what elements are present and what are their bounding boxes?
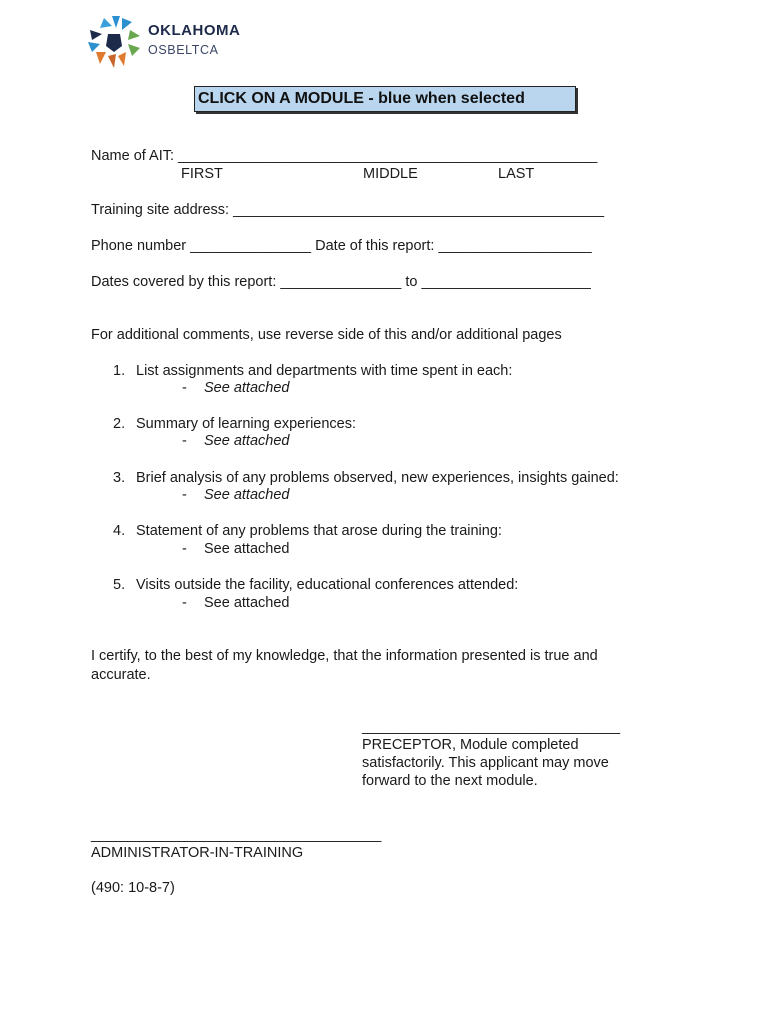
- preceptor-note-2: forward to the next module.: [362, 773, 538, 789]
- form-code: (490: 10-8-7): [91, 880, 175, 896]
- list-item-text: Visits outside the facility, educational conferences attended:: [136, 577, 519, 593]
- click-on-module-button[interactable]: CLICK ON A MODULE - blue when selected: [194, 86, 576, 112]
- first-name-label: FIRST: [181, 166, 223, 182]
- list-item-sub: See attached: [204, 541, 290, 557]
- list-item-dash: -: [182, 380, 187, 396]
- certify-statement-cont: accurate.: [91, 667, 151, 683]
- list-item-number: 4.: [113, 523, 126, 539]
- ait-signature-line[interactable]: ____________________________________: [91, 827, 382, 843]
- list-item-sub: See attached: [204, 487, 290, 503]
- list-item-number: 5.: [113, 577, 126, 593]
- preceptor-signature-line[interactable]: ________________________________: [362, 719, 621, 735]
- logo-name: OKLAHOMA: [148, 22, 241, 39]
- dates-covered-field[interactable]: Dates covered by this report: _______________ to _____________________: [91, 274, 591, 290]
- list-item-text: Summary of learning experiences:: [136, 416, 357, 432]
- list-item-dash: -: [182, 487, 187, 503]
- list-item-number: 2.: [113, 416, 126, 432]
- last-name-label: LAST: [498, 166, 535, 182]
- additional-comments-note: For additional comments, use reverse side of this and/or additional pages: [91, 327, 562, 343]
- phone-and-report-date-field[interactable]: Phone number _______________ Date of this report: ___________________: [91, 238, 592, 254]
- list-item-number: 1.: [113, 363, 126, 379]
- list-item-text: Statement of any problems that arose during the training:: [136, 523, 502, 539]
- list-item-number: 3.: [113, 470, 126, 486]
- preceptor-note-1: satisfactorily. This applicant may move: [362, 755, 609, 771]
- logo-subtitle: OSBELTCA: [148, 43, 219, 57]
- list-item-dash: -: [182, 433, 187, 449]
- list-item-sub: See attached: [204, 433, 290, 449]
- list-item-sub: See attached: [204, 380, 290, 396]
- list-item-text: List assignments and departments with time spent in each:: [136, 363, 513, 379]
- preceptor-label: PRECEPTOR, Module completed: [362, 737, 579, 753]
- list-item-sub: See attached: [204, 595, 290, 611]
- training-site-address-field[interactable]: Training site address: ______________________________________________: [91, 202, 605, 218]
- list-item-text: Brief analysis of any problems observed, new experiences, insights gained:: [136, 470, 619, 486]
- list-item-dash: -: [182, 595, 187, 611]
- name-of-ait-field[interactable]: Name of AIT: ____________________________________________________: [91, 148, 598, 164]
- certify-statement: I certify, to the best of my knowledge, that the information presented is true and: [91, 648, 598, 664]
- list-item-dash: -: [182, 541, 187, 557]
- ait-signature-label: ADMINISTRATOR-IN-TRAINING: [91, 845, 304, 861]
- middle-name-label: MIDDLE: [363, 166, 418, 182]
